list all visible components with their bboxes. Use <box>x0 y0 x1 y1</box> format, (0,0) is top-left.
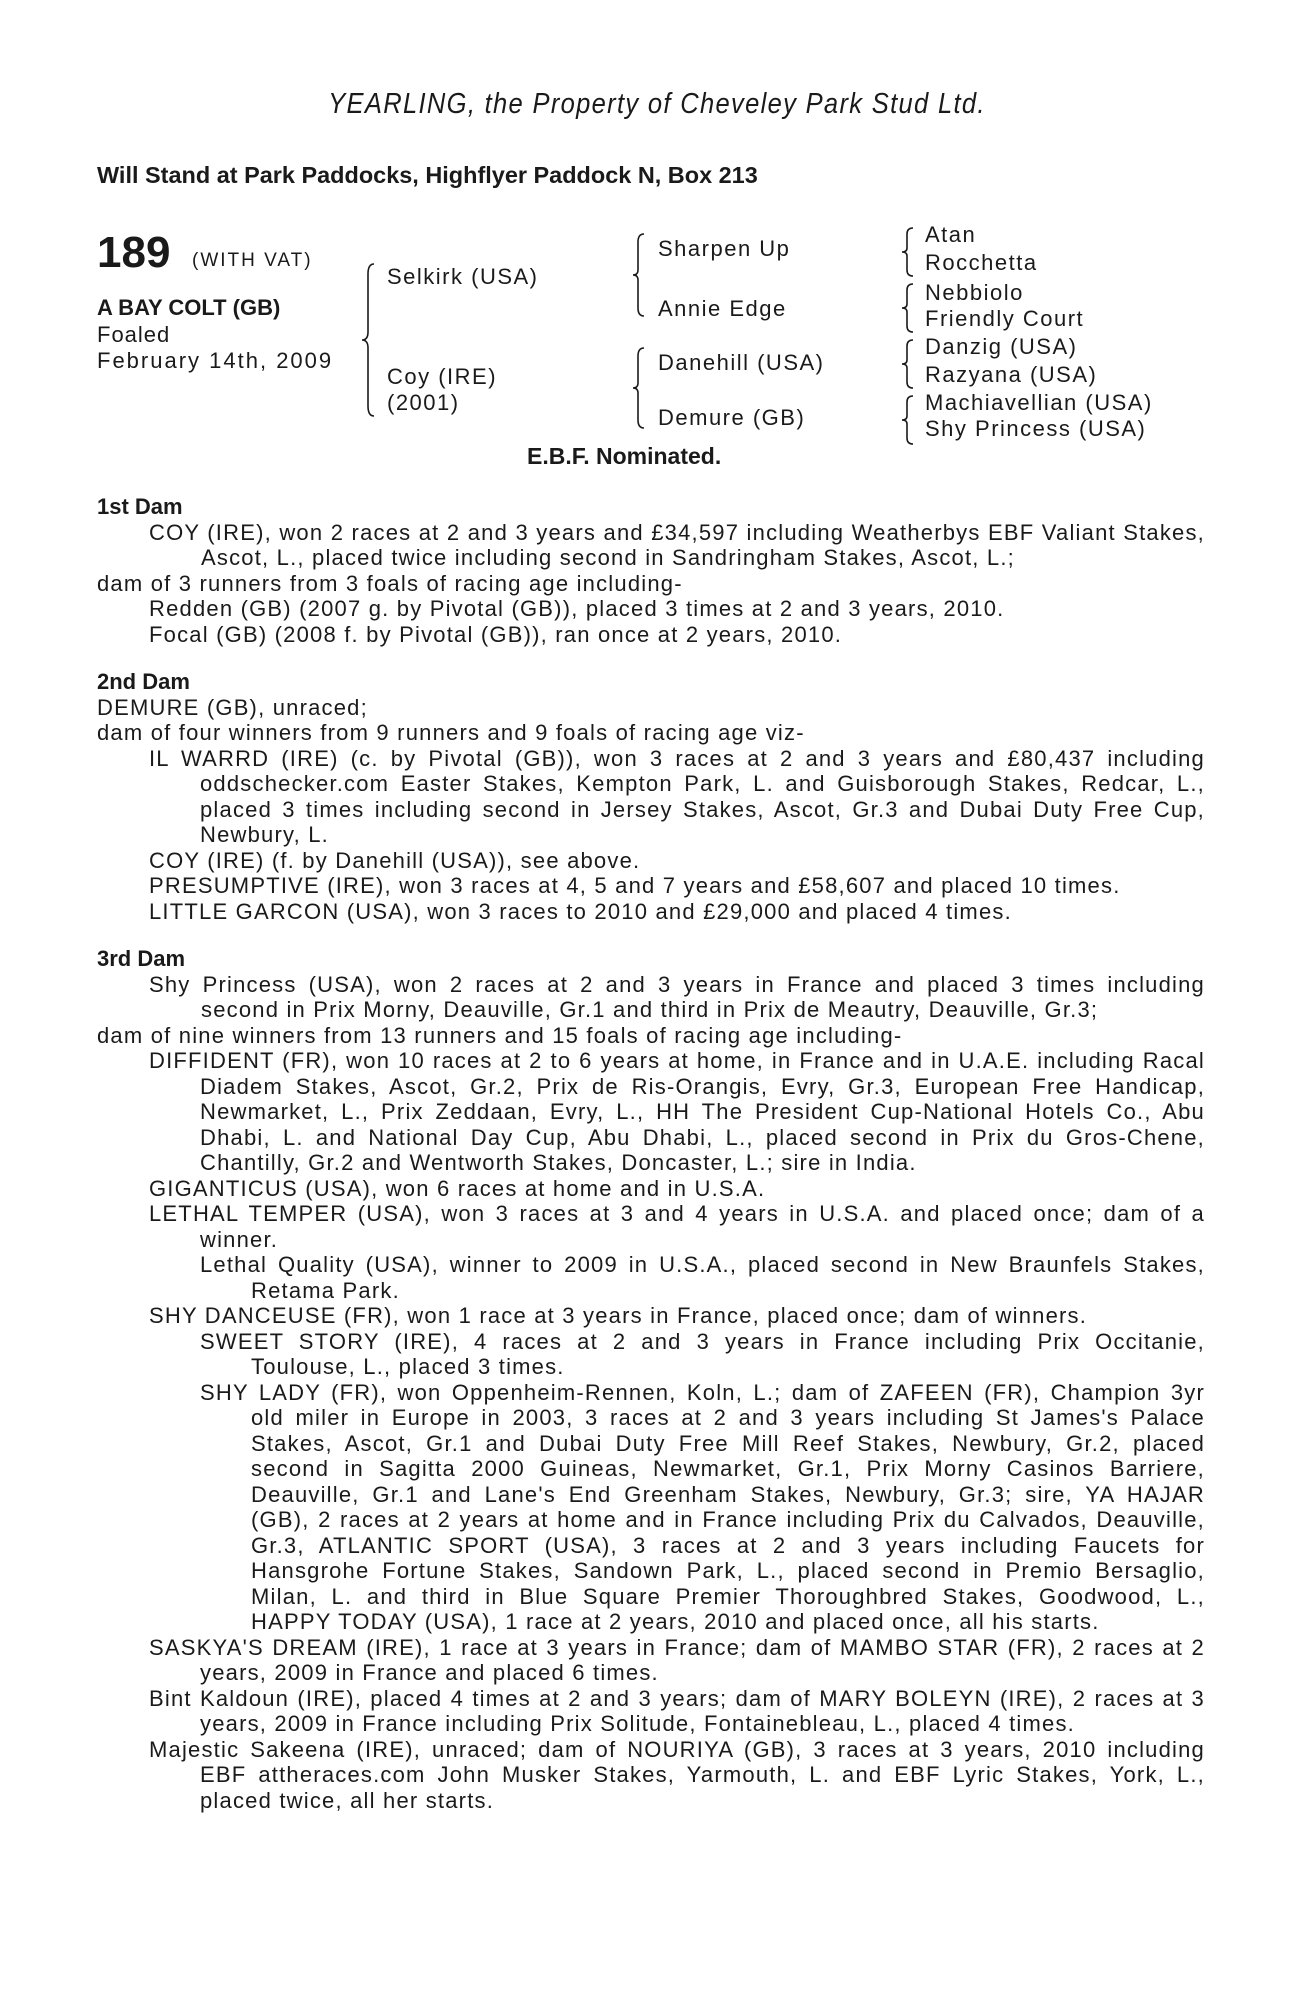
third-dam-entry: Shy Princess (USA), won 2 races at 2 and 3 years in France and placed 3 times including second in Prix Morny, Deauville, Gr.1 and third in Prix de Meautry, Deauville, Gr.3; <box>149 971 1205 1022</box>
first-dam-heading: 1st Dam <box>97 494 183 519</box>
second-dam-produce-2: COY (IRE) (f. by Danehill (USA)), see above. <box>149 847 641 873</box>
pedigree-g3-6: Razyana (USA) <box>925 362 1098 387</box>
second-dam-heading: 2nd Dam <box>97 669 190 694</box>
pedigree-g3-1: Atan <box>925 222 977 247</box>
pedigree-brace-g3-3 <box>901 338 915 390</box>
pedigree-brace-g3-1 <box>901 226 915 278</box>
pedigree-sire-dam: Annie Edge <box>658 296 787 321</box>
pedigree-g3-3: Nebbiolo <box>925 280 1024 305</box>
first-dam-entry: COY (IRE), won 2 races at 2 and 3 years and £34,597 including Weatherbys EBF Valiant Stakes, Ascot, L., placed twice including second in Sandringham Stakes, Ascot, L.; <box>149 519 1205 570</box>
third-dam-produce-summary: dam of nine winners from 13 runners and 15 foals of racing age including- <box>97 1022 903 1048</box>
second-dam-produce-4: LITTLE GARCON (USA), won 3 races to 2010 and £29,000 and placed 4 times. <box>149 898 1012 924</box>
third-dam-produce-4: SHY DANCEUSE (FR), won 1 race at 3 years in France, placed once; dam of winners. <box>149 1303 1088 1328</box>
third-dam-heading: 3rd Dam <box>97 946 186 971</box>
pedigree-brace-dam <box>632 346 646 430</box>
third-dam-produce-6: Bint Kaldoun (IRE), placed 4 times at 2 and 3 years; dam of MARY BOLEYN (IRE), 2 races at 3 years, 2009 in France including Prix Solitude, Fontainebleau, L., placed 4 times. <box>149 1685 1205 1736</box>
pedigree-g3-4: Friendly Court <box>925 306 1085 331</box>
third-dam-produce-2: GIGANTICUS (USA), won 6 races at home and in U.S.A. <box>149 1175 766 1201</box>
third-dam-produce-7: Majestic Sakeena (IRE), unraced; dam of NOURIYA (GB), 3 races at 3 years, 2010 including EBF attheraces.com John Musker Stakes, Yarmouth, L. and EBF Lyric Stakes, York, L., placed twice, all her starts. <box>149 1736 1205 1813</box>
third-dam-grandproduce-3: SHY LADY (FR), won Oppenheim-Rennen, Koln, L.; dam of ZAFEEN (FR), Champion 3yr old miler in Europe in 2003, 3 races at 2 and 3 years including St James's Palace Stakes, Ascot, Gr.1 and Dubai Duty Free Mill Reef Stakes, Newbury, Gr.2, placed second in Sagitta 2000 Guineas, Newmarket, Gr.1, Prix Morny Casinos Barriere, Deauville, Gr.1 and Lane's End Greenham Stakes, Newbury, Gr.3; sire, YA HAJAR (GB), 2 races at 2 years at home and in France including Prix du Calvados, Deauville, Gr.3, ATLANTIC SPORT (USA), 3 races at 2 and 3 years including Faucets for Hansgrohe Fortune Stakes, Sandown Park, L., placed second in Premio Bersaglio, Milan, L. and third in Blue Square Premier Thoroughbred Stakes, Goodwood, L., HAPPY TODAY (USA), 1 race at 2 years, 2010 and placed once, all his starts. <box>200 1379 1205 1634</box>
pedigree-brace-main <box>360 262 376 418</box>
first-dam-produce-summary: dam of 3 runners from 3 foals of racing age including- <box>97 570 683 596</box>
pedigree-brace-sire <box>632 232 646 318</box>
foaled-label: Foaled <box>97 322 171 347</box>
stand-location: Will Stand at Park Paddocks, Highflyer Paddock N, Box 213 <box>97 162 758 188</box>
pedigree-g3-5: Danzig (USA) <box>925 334 1078 359</box>
produce-record <box>97 494 1205 1813</box>
pedigree-dam-year: (2001) <box>387 390 460 415</box>
pedigree-g3-7: Machiavellian (USA) <box>925 390 1153 415</box>
pedigree-brace-g3-4 <box>901 394 915 446</box>
third-dam-grandproduce-2: SWEET STORY (IRE), 4 races at 2 and 3 years in France including Prix Occitanie, Toulouse, L., placed 3 times. <box>200 1328 1205 1379</box>
third-dam-produce-5: SASKYA'S DREAM (IRE), 1 race at 3 years in France; dam of MAMBO STAR (FR), 2 races at 2 years, 2009 in France and placed 6 times. <box>149 1634 1205 1685</box>
second-dam-entry: DEMURE (GB), unraced; <box>97 694 368 720</box>
first-dam-produce-2: Focal (GB) (2008 f. by Pivotal (GB)), ran once at 2 years, 2010. <box>149 621 843 647</box>
vat-note: (WITH VAT) <box>192 250 313 271</box>
page-title: YEARLING, the Property of Cheveley Park Stud Ltd. <box>328 88 986 120</box>
pedigree-g3-2: Rocchetta <box>925 250 1038 275</box>
pedigree-dam-sire: Danehill (USA) <box>658 350 825 375</box>
lot-number: 189 <box>97 228 171 277</box>
first-dam-section <box>97 494 1205 647</box>
pedigree-brace-g3-2 <box>901 282 915 334</box>
pedigree-sire-sire: Sharpen Up <box>658 236 791 261</box>
second-dam-produce-summary: dam of four winners from 9 runners and 9 foals of racing age viz- <box>97 720 805 745</box>
second-dam-produce-1: IL WARRD (IRE) (c. by Pivotal (GB)), won 3 races at 2 and 3 years and £80,437 including oddschecker.com Easter Stakes, Kempton Park, L. and Guisborough Stakes, Redcar, L., placed 3 times including second in Jersey Stakes, Ascot, Gr.3 and Dubai Duty Free Cup, Newbury, L. <box>149 745 1205 847</box>
second-dam-section <box>97 669 1205 924</box>
pedigree-dam: Coy (IRE) <box>387 364 498 389</box>
third-dam-produce-3: LETHAL TEMPER (USA), won 3 races at 3 and 4 years in U.S.A. and placed once; dam of a winner. <box>149 1201 1205 1252</box>
third-dam-produce-1: DIFFIDENT (FR), won 10 races at 2 to 6 years at home, in France and in U.A.E. including Racal Diadem Stakes, Ascot, Gr.2, Prix de Ris-Orangis, Evry, Gr.3, European Free Handicap, Newmarket, L., Prix Zeddaan, Evry, L., HH The President Cup-National Hotels Co., Abu Dhabi, L. and National Day Cup, Abu Dhabi, L., placed second in Prix du Gros-Chene, Chantilly, Gr.2 and Wentworth Stakes, Doncaster, L.; sire in India. <box>149 1048 1205 1175</box>
pedigree-sire: Selkirk (USA) <box>387 264 539 289</box>
pedigree-g3-8: Shy Princess (USA) <box>925 416 1147 441</box>
third-dam-section <box>97 946 1205 1813</box>
foaled-date: February 14th, 2009 <box>97 348 334 373</box>
ebf-nominated: E.B.F. Nominated. <box>527 443 722 469</box>
lot-name: A BAY COLT (GB) <box>97 295 281 320</box>
first-dam-produce-1: Redden (GB) (2007 g. by Pivotal (GB)), placed 3 times at 2 and 3 years, 2010. <box>149 596 1005 621</box>
third-dam-grandproduce-1: Lethal Quality (USA), winner to 2009 in U.S.A., placed second in New Braunfels Stakes, Retama Park. <box>200 1252 1205 1303</box>
second-dam-produce-3: PRESUMPTIVE (IRE), won 3 races at 4, 5 and 7 years and £58,607 and placed 10 times. <box>149 873 1121 898</box>
pedigree-dam-dam: Demure (GB) <box>658 405 806 430</box>
